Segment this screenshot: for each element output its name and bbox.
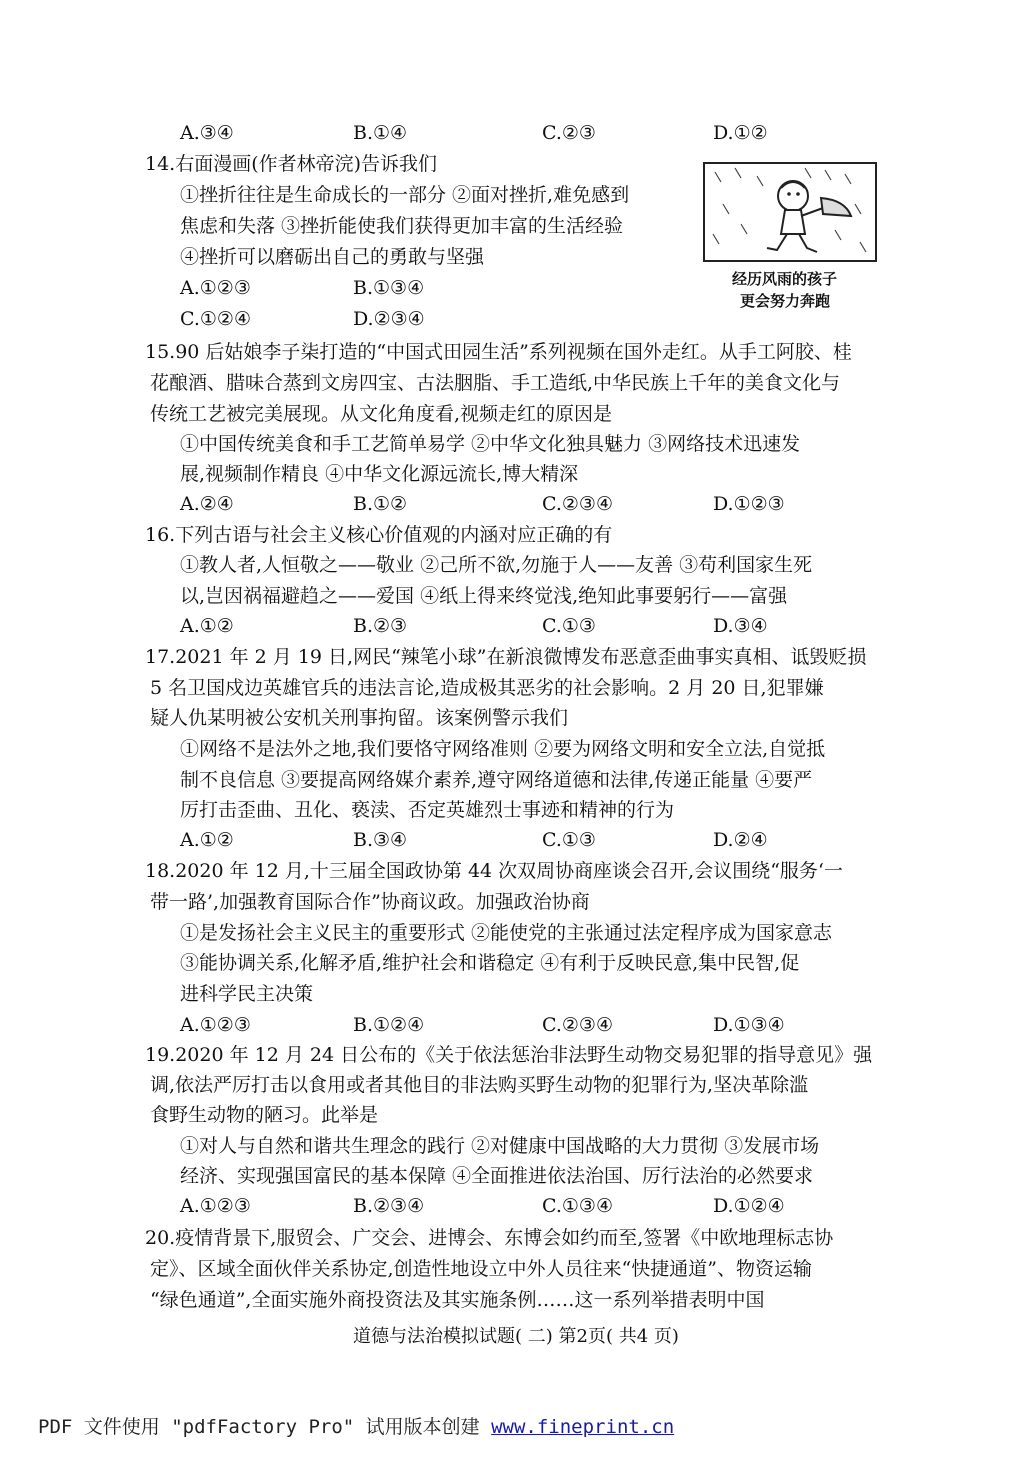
q15-stem-line: 传统工艺被完美展现。从文化角度看,视频走红的原因是: [150, 403, 613, 425]
q18-statement-line: ①是发扬社会主义民主的重要形式 ②能使党的主张通过法定程序成为国家意志: [180, 922, 833, 944]
option-c: C.②③: [542, 122, 596, 144]
option-d: D.①②③: [713, 493, 785, 515]
q15-stem: 15.90 后姑娘李子柒打造的“中国式田园生活”系列视频在国外走红。从手工阿胶、桂: [145, 341, 852, 363]
q17-statement-line: 制不良信息 ③要提高网络媒介素养,遵守网络道德和法律,传递正能量 ④要严: [180, 769, 813, 791]
option-a: A.②④: [180, 493, 234, 515]
option-d: D.②④: [713, 829, 768, 851]
q20-stem-line: “绿色通道”,全面实施外商投资法及其实施条例……这一系列举措表明中国: [150, 1289, 765, 1311]
watermark-text: PDF 文件使用 "pdfFactory Pro" 试用版本创建: [38, 1416, 492, 1438]
q16-statement-line: ①教人者,人恒敬之——敬业 ②己所不欲,勿施于人——友善 ③苟利国家生死: [180, 554, 813, 576]
option-a: A.①②③: [180, 1014, 251, 1036]
q19-statement-line: 经济、实现强国富民的基本保障 ④全面推进依法治国、厉行法治的必然要求: [180, 1165, 814, 1187]
pdf-watermark: [38, 1412, 674, 1439]
option-b: B.②③④: [353, 1195, 425, 1217]
option-b: B.①②: [353, 493, 408, 515]
q16-statement-line: 以,岂因祸福避趋之——爱国 ④纸上得来终觉浅,绝知此事要躬行——富强: [180, 585, 788, 607]
option-c: C.②③④: [542, 493, 613, 515]
option-c: C.①②④: [180, 308, 251, 330]
q19-stem-line: 调,依法严厉打击以食用或者其他目的非法购买野生动物的犯罪行为,坚决革除滥: [150, 1074, 809, 1096]
q16-options: [180, 614, 900, 638]
q15-statement-line: ①中国传统美食和手工艺简单易学 ②中华文化独具魅力 ③网络技术迅速发: [180, 433, 801, 455]
q14-options-row: [180, 307, 600, 331]
option-b: B.①②④: [353, 1014, 425, 1036]
q18-statement-line: ③能协调关系,化解矛盾,维护社会和谐稳定 ④有利于反映民意,集中民智,促: [180, 952, 800, 974]
option-d: D.③④: [713, 615, 768, 637]
option-c: C.①③: [542, 615, 596, 637]
q15-options: [180, 492, 900, 516]
watermark-link[interactable]: www.fineprint.cn: [491, 1416, 675, 1438]
option-b: B.①③④: [353, 277, 425, 299]
option-d: D.①③④: [713, 1014, 785, 1036]
q14-statement-line: ④挫折可以磨砺出自己的勇敢与坚强: [180, 246, 485, 268]
cartoon-caption: 经历风雨的孩子: [732, 270, 838, 288]
q14-statement-line: 焦虑和失落 ③挫折能使我们获得更加丰富的生活经验: [180, 215, 624, 237]
q16-stem: 16.下列古语与社会主义核心价值观的内涵对应正确的有: [145, 524, 613, 546]
option-b: B.①④: [353, 122, 408, 144]
q17-stem-line: 5 名卫国戍边英雄官兵的违法言论,造成极其恶劣的社会影响。2 月 20 日,犯罪嫌: [150, 677, 824, 699]
q20-stem-line: 定》、区域全面伙伴关系协定,创造性地设立中外人员往来“快捷通道”、物资运输: [150, 1258, 812, 1280]
page-footer: 道德与法治模拟试题( 二) 第2页( 共4 页): [353, 1326, 679, 1347]
q17-statement-line: ①网络不是法外之地,我们要恪守网络准则 ②要为网络文明和安全立法,自觉抵: [180, 738, 826, 760]
option-b: B.③④: [353, 829, 408, 851]
q14-options-row: [180, 276, 600, 300]
q17-stem-line: 疑人仇某明被公安机关刑事拘留。该案例警示我们: [150, 707, 569, 729]
q17-stem: 17.2021 年 2 月 19 日,网民“辣笔小球”在新浪微博发布恶意歪曲事实真相、诋毁贬损: [145, 646, 867, 668]
q14-stem: 14.右面漫画(作者林帝浣)告诉我们: [145, 153, 438, 175]
option-a: A.①②: [180, 829, 234, 851]
cartoon-caption: 更会努力奔跑: [740, 292, 831, 310]
q17-statement-line: 厉打击歪曲、丑化、亵渎、否定英雄烈士事迹和精神的行为: [180, 799, 675, 821]
q15-statement-line: 展,视频制作精良 ④中华文化源远流长,博大精深: [180, 463, 579, 485]
q19-options: [180, 1194, 900, 1218]
q17-options: [180, 828, 900, 852]
option-c: C.②③④: [542, 1014, 613, 1036]
option-a: A.③④: [180, 122, 234, 144]
q19-stem: 19.2020 年 12 月 24 日公布的《关于依法惩治非法野生动物交易犯罪的指导意见》强: [145, 1044, 873, 1066]
option-d: D.②③④: [353, 308, 425, 330]
q20-stem: 20.疫情背景下,服贸会、广交会、进博会、东博会如约而至,签署《中欧地理标志协: [145, 1227, 834, 1249]
q18-stem: 18.2020 年 12 月,十三届全国政协第 44 次双周协商座谈会召开,会议围绕“服务‘一: [145, 860, 843, 882]
q18-stem-line: 带一路’,加强教育国际合作”协商议政。加强政治协商: [150, 891, 590, 913]
option-c: C.①③④: [542, 1195, 613, 1217]
option-a: A.①②③: [180, 1195, 251, 1217]
option-d: D.①②: [713, 122, 768, 144]
cartoon-child-running-in-rain-icon: [703, 162, 877, 262]
option-a: A.①②: [180, 615, 234, 637]
q18-options: [180, 1013, 900, 1037]
q15-stem-line: 花酿酒、腊味合蒸到文房四宝、古法胭脂、手工造纸,中华民族上千年的美食文化与: [150, 372, 841, 394]
q13-options: [180, 121, 900, 145]
q18-statement-line: 进科学民主决策: [180, 983, 314, 1005]
option-a: A.①②③: [180, 277, 251, 299]
q19-stem-line: 食野生动物的陋习。此举是: [150, 1104, 379, 1126]
option-c: C.①③: [542, 829, 596, 851]
q19-statement-line: ①对人与自然和谐共生理念的践行 ②对健康中国战略的大力贯彻 ③发展市场: [180, 1135, 820, 1157]
option-b: B.②③: [353, 615, 408, 637]
option-d: D.①②④: [713, 1195, 785, 1217]
q14-statement-line: ①挫折往往是生命成长的一部分 ②面对挫折,难免感到: [180, 184, 630, 206]
